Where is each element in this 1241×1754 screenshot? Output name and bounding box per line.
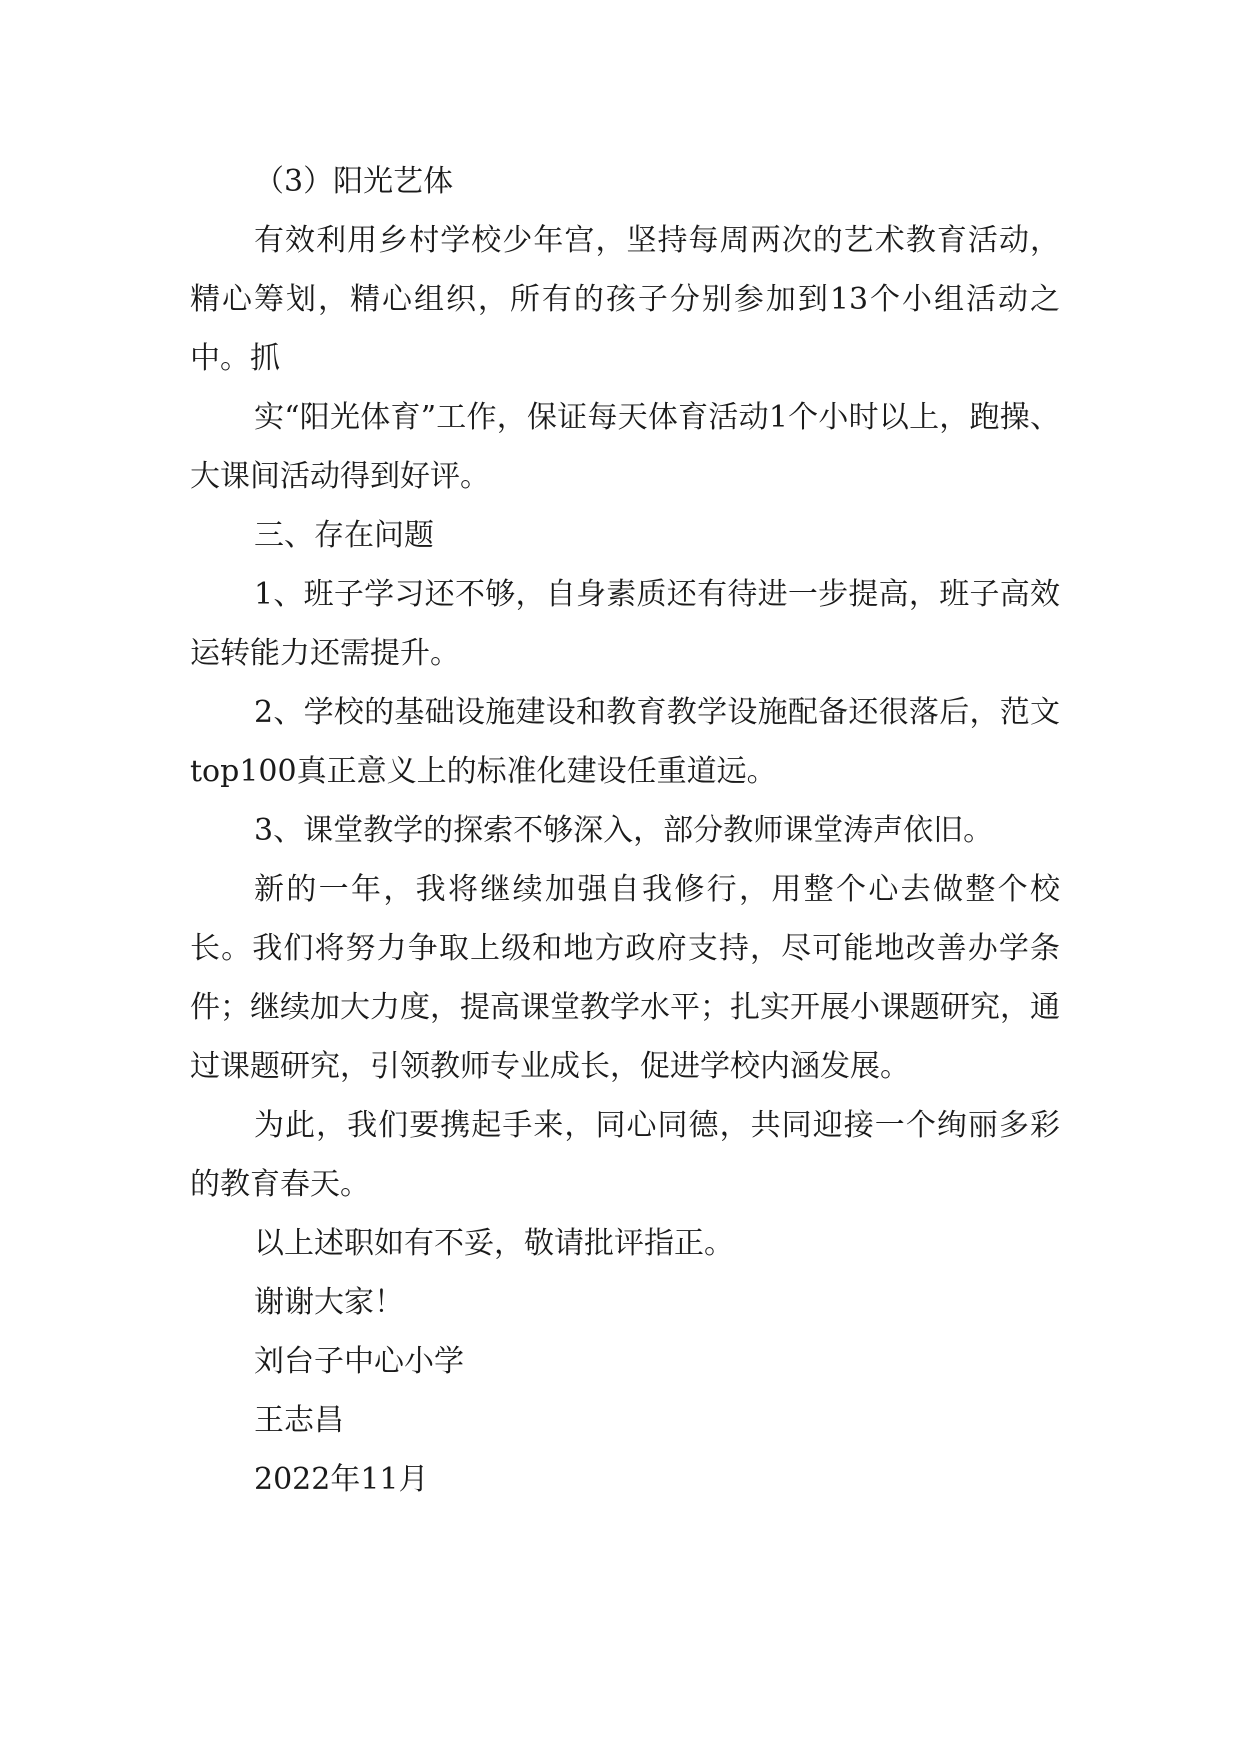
- problem-item-2: 2、学校的基础设施建设和教育教学设施配备还很落后，范文top100真正意义上的标准化建设任重道远。: [190, 695, 1060, 789]
- document-date: 2022年11月: [254, 1462, 429, 1497]
- document-body: [190, 152, 1060, 1509]
- problem-item-3: 3、课堂教学的探索不够深入，部分教师课堂涛声依旧。: [254, 813, 994, 848]
- paragraph-new-year: 新的一年，我将继续加强自我修行，用整个心去做整个校长。我们将努力争取上级和地方政府支持，尽可能地改善办学条件；继续加大力度，提高课堂教学水平；扎实开展小课题研究，通过课题研究，引领教师专业成长，促进学校内涵发展。: [190, 872, 1060, 1084]
- school-name: 刘台子中心小学: [254, 1344, 464, 1379]
- thanks-line: 谢谢大家！: [254, 1285, 404, 1320]
- author-name: 王志昌: [254, 1403, 344, 1438]
- section-title-problems: 三、存在问题: [254, 518, 434, 553]
- paragraph-sports: 实“阳光体育”工作，保证每天体育活动1个小时以上，跑操、大课间活动得到好评。: [190, 400, 1060, 494]
- problem-item-1: 1、班子学习还不够，自身素质还有待进一步提高，班子高效运转能力还需提升。: [190, 577, 1060, 671]
- paragraph-request-feedback: 以上述职如有不妥，敬请批评指正。: [254, 1226, 734, 1261]
- section-heading-3: （3）阳光艺体: [254, 164, 454, 199]
- paragraph-join-hands: 为此，我们要携起手来，同心同德，共同迎接一个绚丽多彩的教育春天。: [190, 1108, 1060, 1202]
- paragraph-arts: 有效利用乡村学校少年宫，坚持每周两次的艺术教育活动，精心筹划，精心组织，所有的孩子分别参加到13个小组活动之中。抓: [190, 223, 1060, 376]
